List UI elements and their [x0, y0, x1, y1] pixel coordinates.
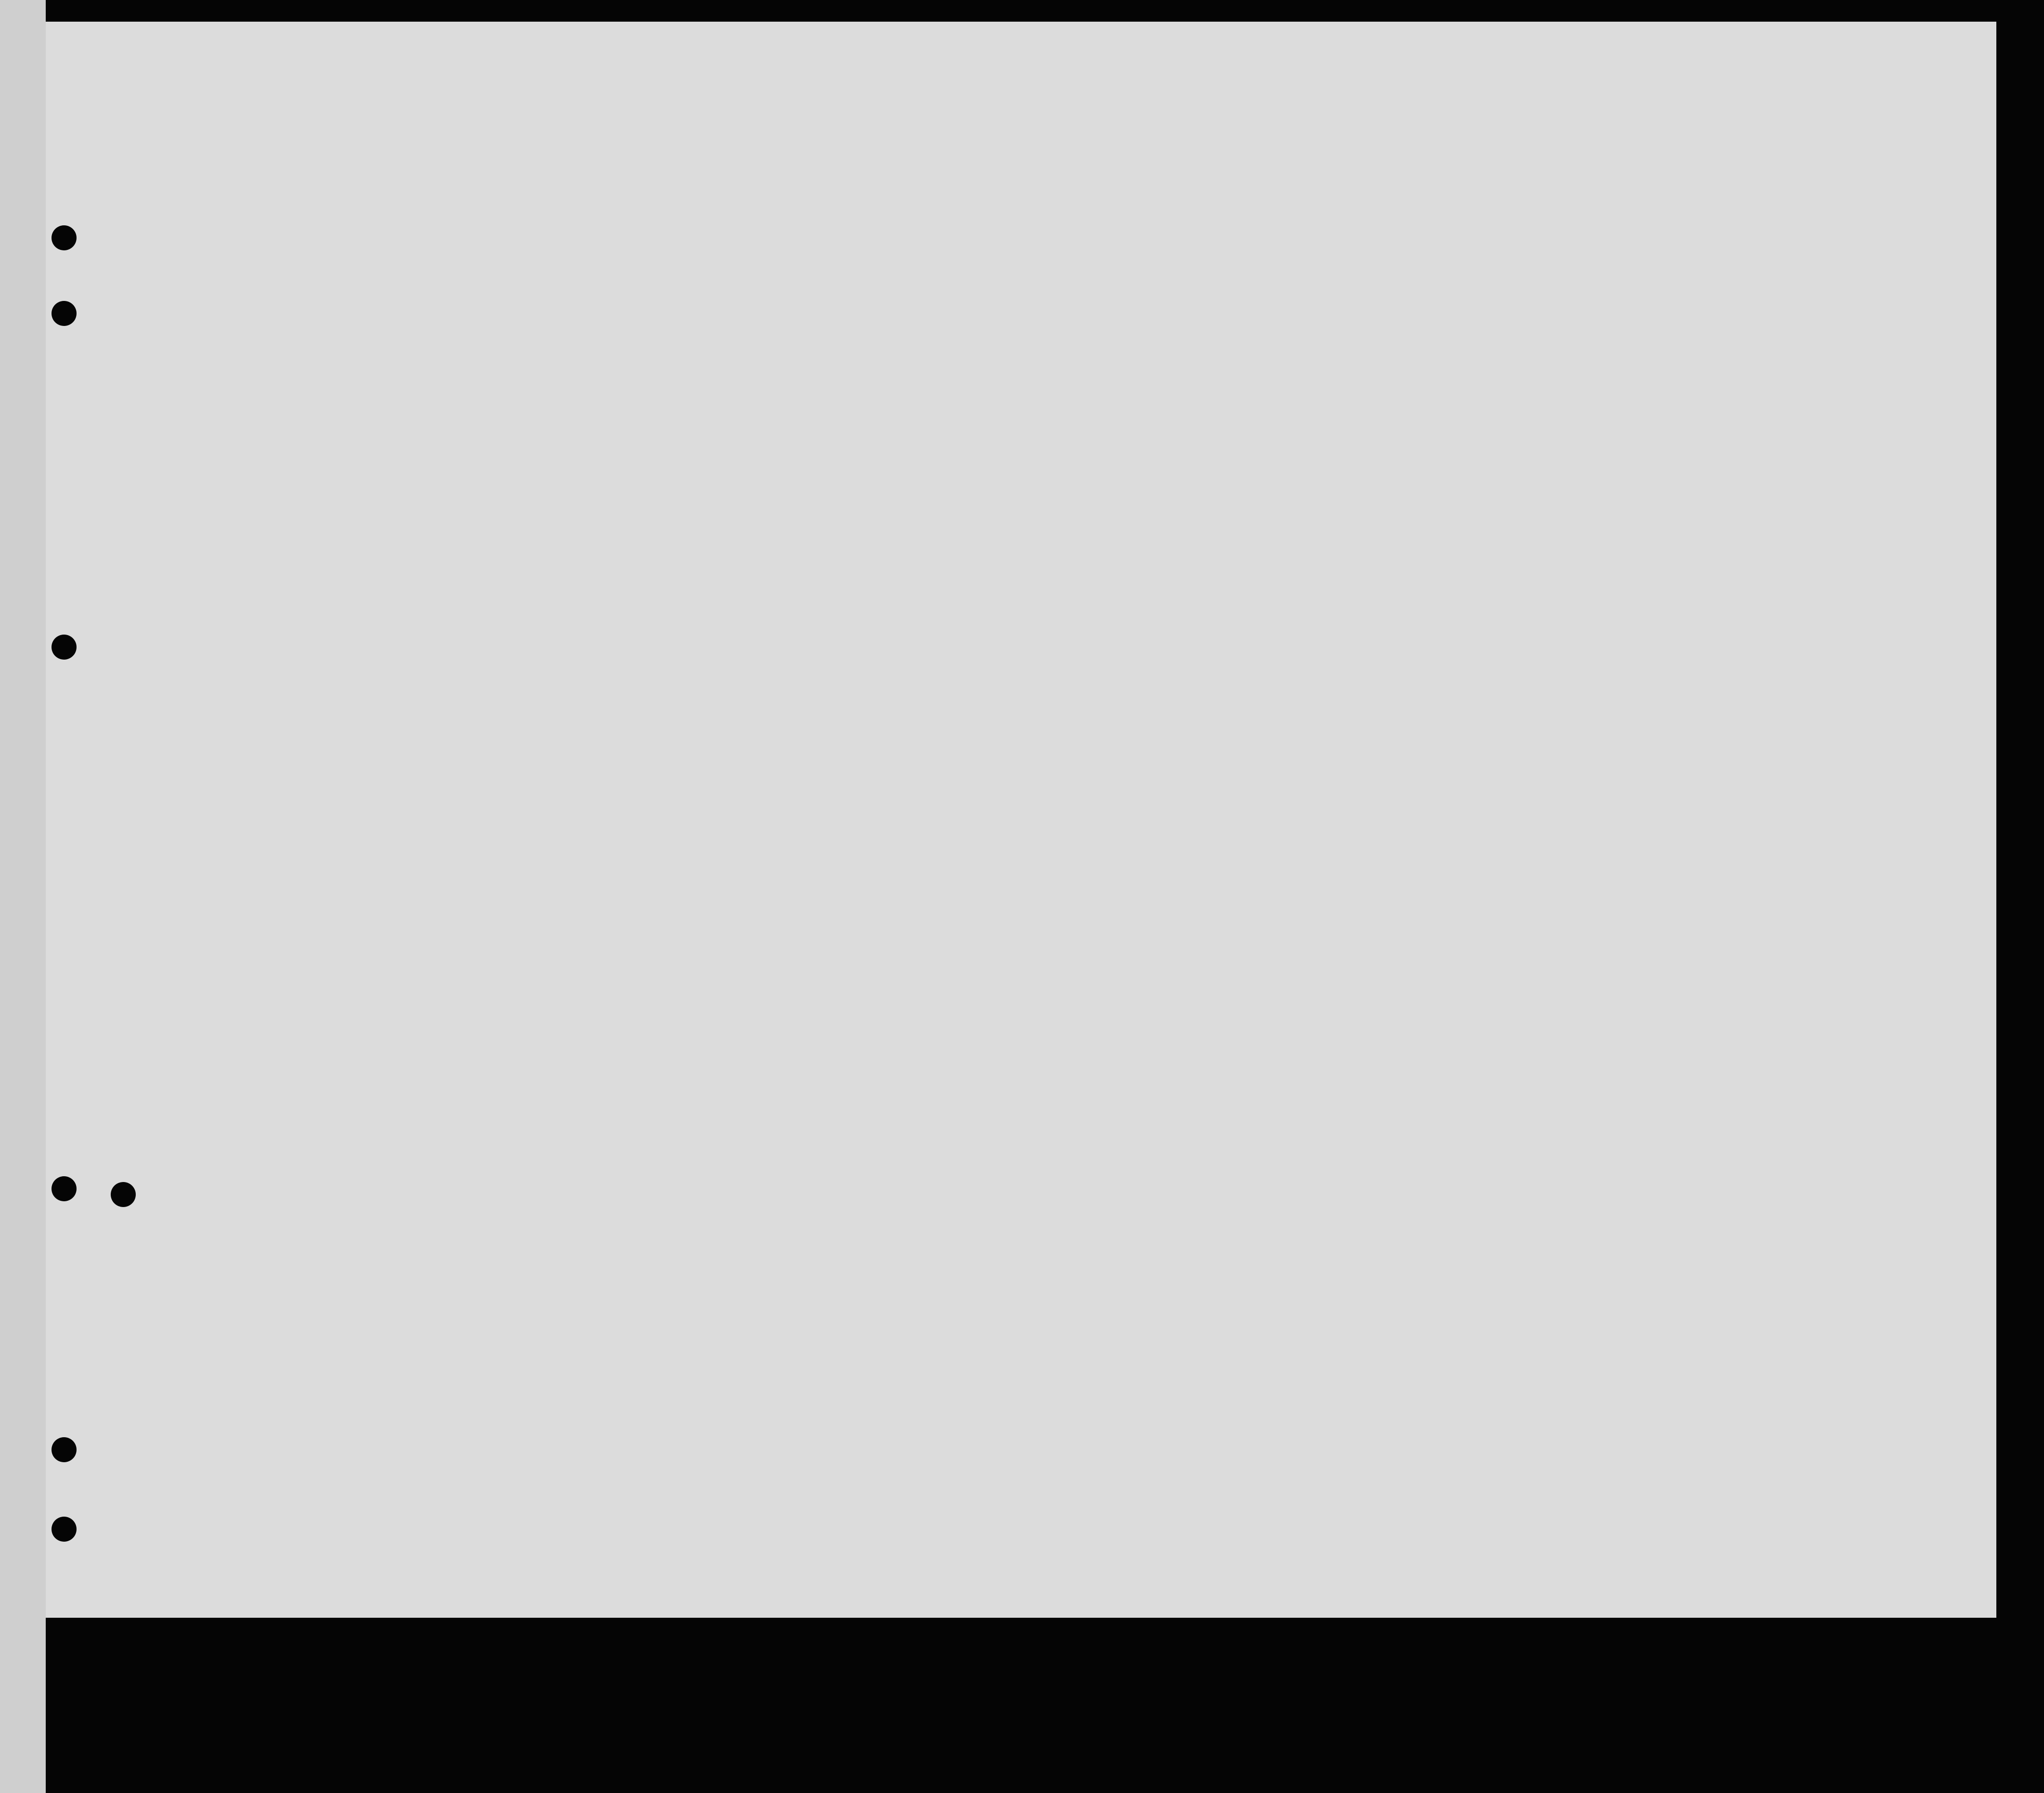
punch-hole: [52, 1176, 77, 1201]
punch-hole: [52, 1517, 77, 1542]
punch-hole: [52, 1437, 77, 1462]
punch-hole: [52, 635, 77, 660]
punch-hole: [52, 225, 77, 250]
punch-hole: [52, 301, 77, 326]
punch-hole: [111, 1182, 136, 1207]
